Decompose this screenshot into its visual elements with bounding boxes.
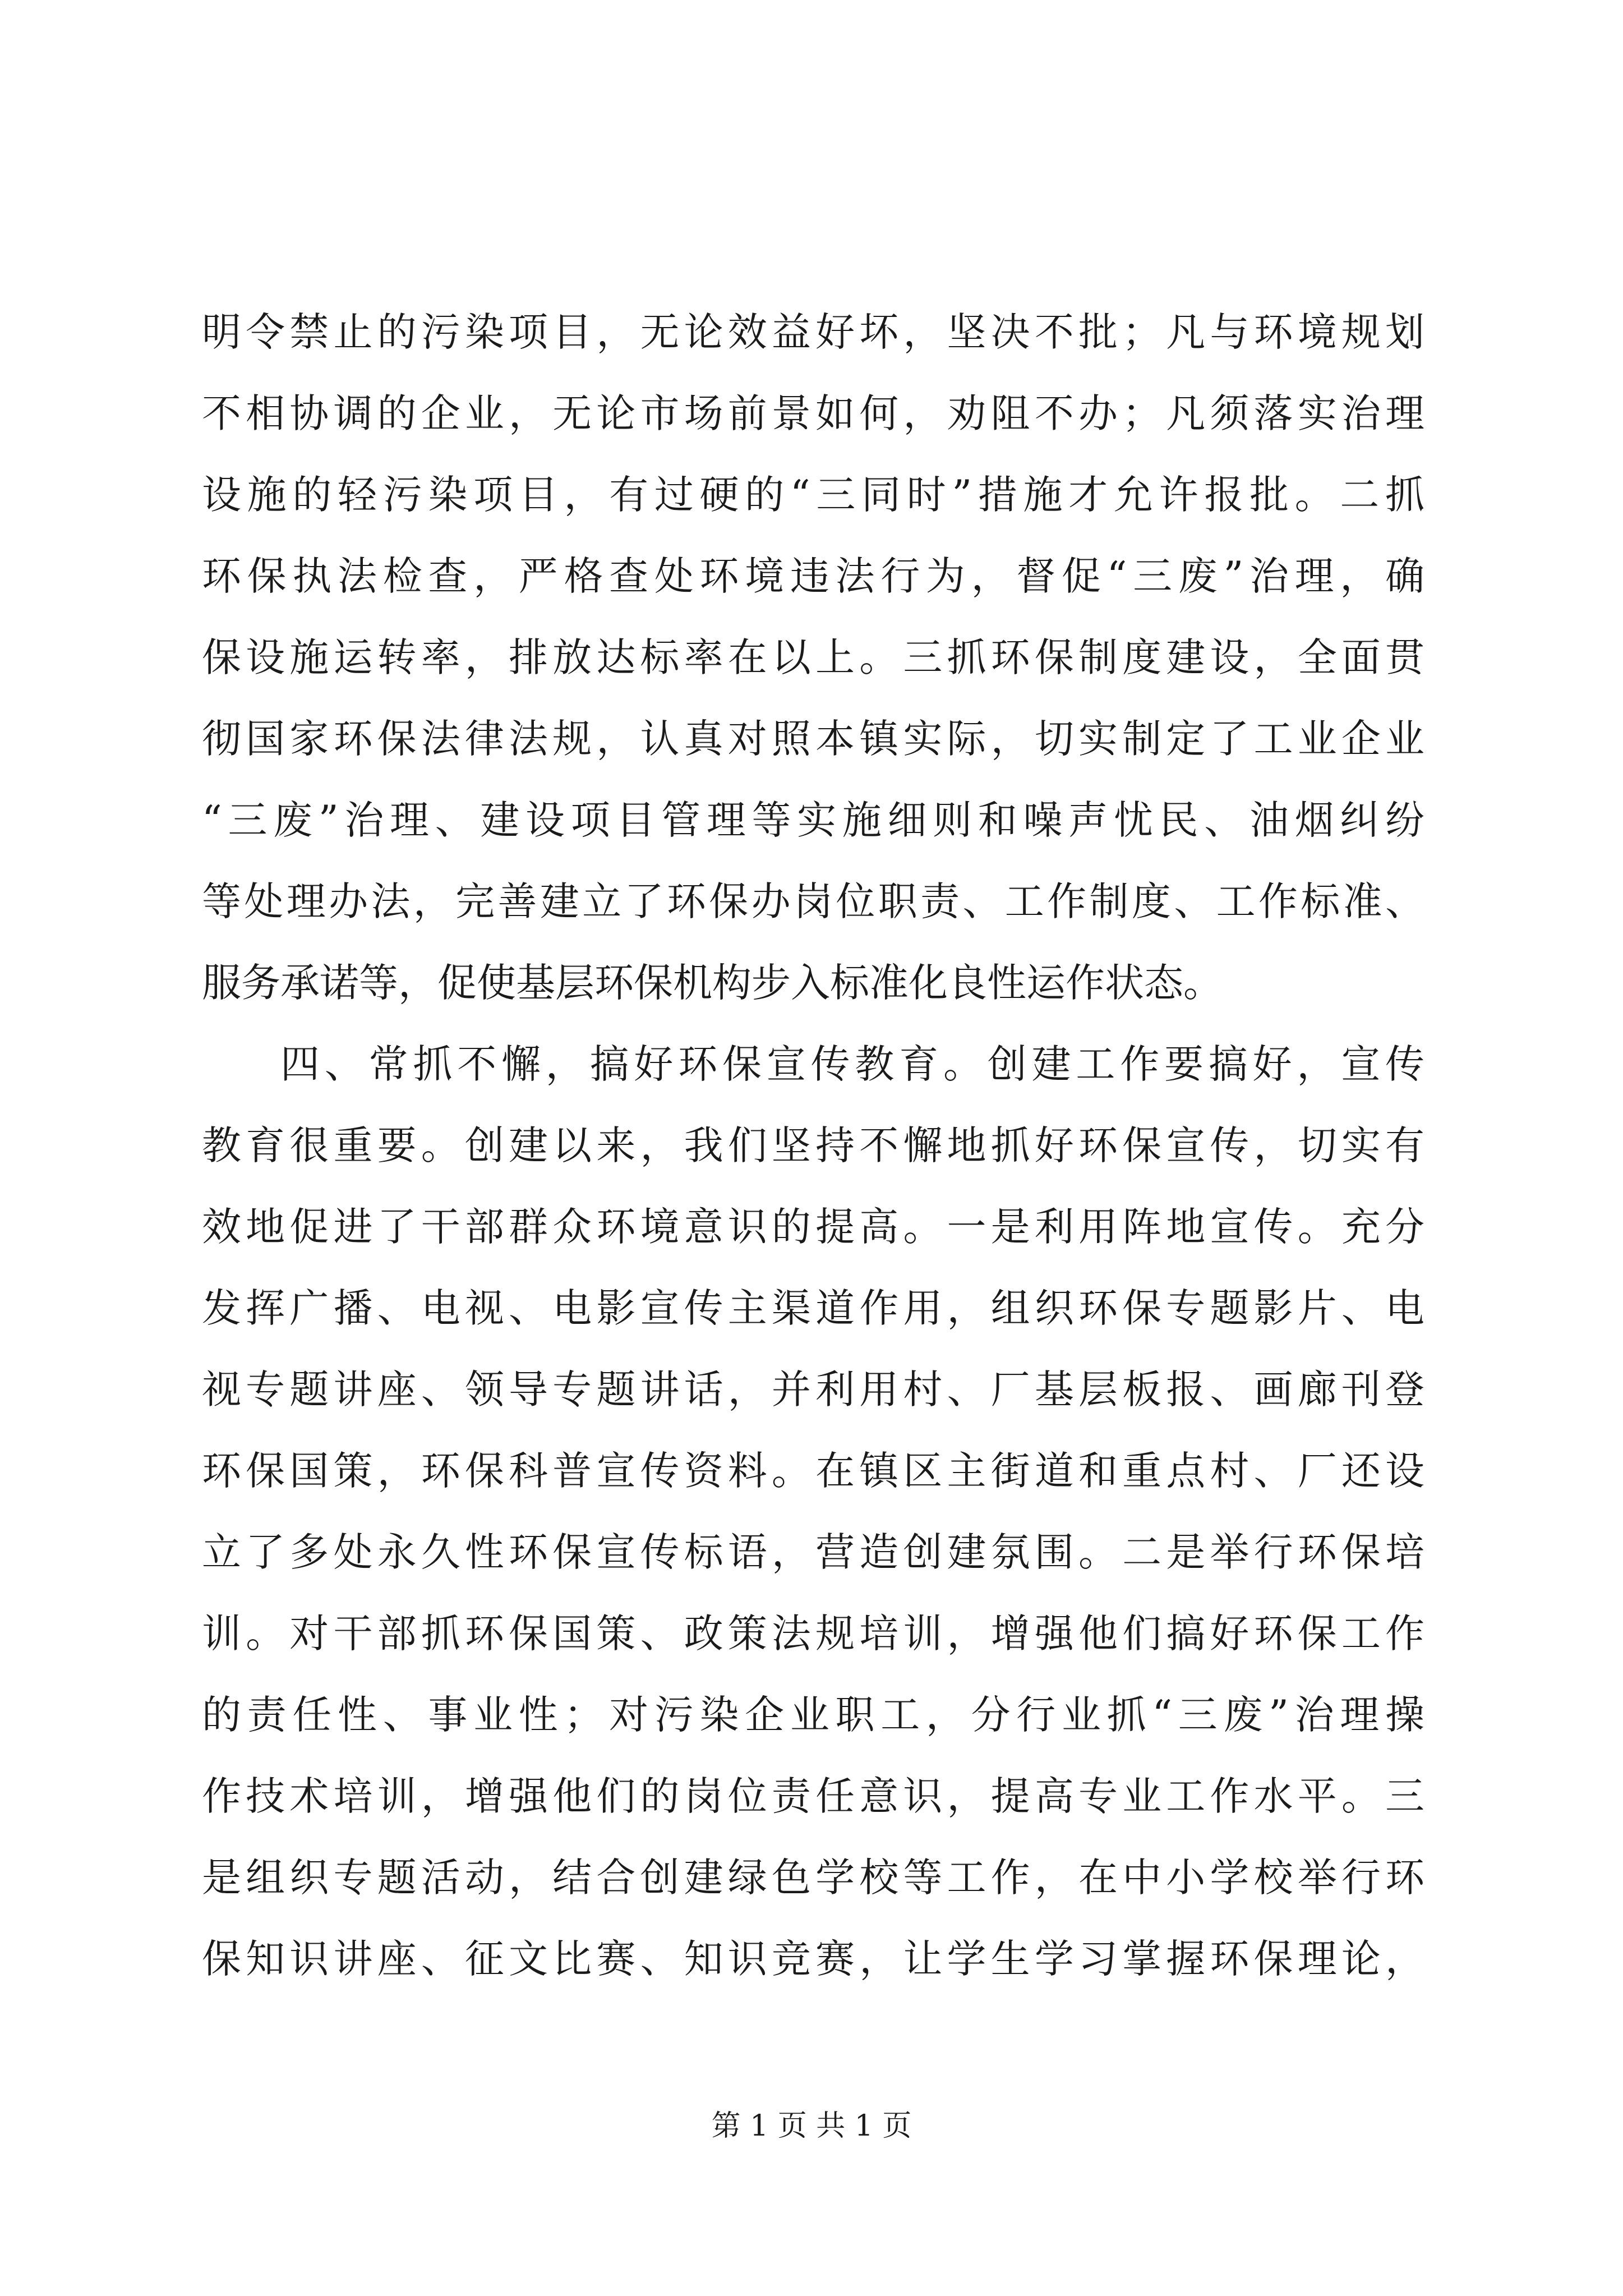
text-line: 环保执法检查，严格查处环境违法行为，督促“三废”治理，确 [202,553,1424,599]
text-line: “三废”治理、建设项目管理等实施细则和噪声忧民、油烟纠纷 [202,797,1424,843]
text-line: 保设施运转率，排放达标率在以上。三抓环保制度建设，全面贯 [202,634,1424,680]
text-line: 彻国家环保法律法规，认真对照本镇实际，切实制定了工业企业 [202,716,1424,762]
text-line: 是组织专题活动，结合创建绿色学校等工作，在中小学校举行环 [202,1855,1424,1901]
text-line: 训。对干部抓环保国策、政策法规培训，增强他们搞好环保工作 [202,1611,1424,1657]
page-footer [0,2106,1623,2146]
text-line: 的责任性、事业性；对污染企业职工，分行业抓“三废”治理操 [202,1692,1424,1738]
text-line: 立了多处永久性环保宣传标语，营造创建氛围。二是举行环保培 [202,1529,1424,1575]
paragraph-end-line: 服务承诺等，促使基层环保机构步入标准化良性运作状态。 [202,960,1223,1006]
text-line: 发挥广播、电视、电影宣传主渠道作用，组织环保专题影片、电 [202,1285,1424,1331]
text-line: 效地促进了干部群众环境意识的提高。一是利用阵地宣传。充分 [202,1204,1424,1250]
text-line: 环保国策，环保科普宣传资料。在镇区主街道和重点村、厂还设 [202,1448,1424,1494]
page-number-label: 第 1 页 共 1 页 [711,2109,912,2143]
text-line: 保知识讲座、征文比赛、知识竞赛，让学生学习掌握环保理论， [202,1936,1424,1982]
paragraph-start-line: 四、常抓不懈，搞好环保宣传教育。创建工作要搞好，宣传 [280,1041,1424,1087]
text-line: 等处理办法，完善建立了环保办岗位职责、工作制度、工作标准、 [202,878,1424,924]
text-line: 视专题讲座、领导专题讲话，并利用村、厂基层板报、画廊刊登 [202,1366,1424,1412]
document-body [202,292,1424,2000]
text-line: 教育很重要。创建以来，我们坚持不懈地抓好环保宣传，切实有 [202,1122,1424,1168]
text-line: 不相协调的企业，无论市场前景如何，劝阻不办；凡须落实治理 [202,390,1424,436]
text-line: 明令禁止的污染项目，无论效益好坏，坚决不批；凡与环境规划 [202,309,1424,355]
text-line: 设施的轻污染项目，有过硬的“三同时”措施才允许报批。二抓 [202,472,1424,518]
text-line: 作技术培训，增强他们的岗位责任意识，提高专业工作水平。三 [202,1773,1424,1819]
